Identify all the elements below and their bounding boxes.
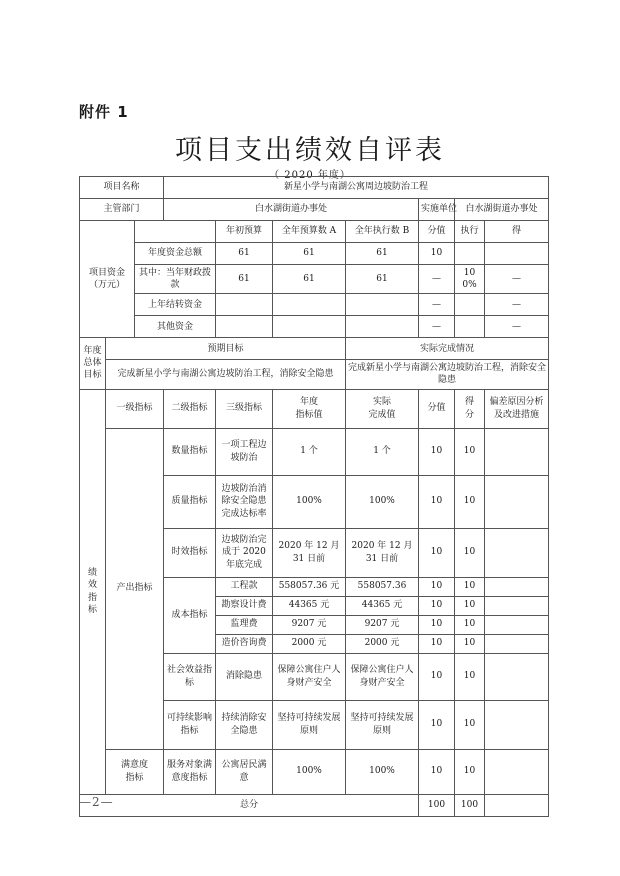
indicator-header-deviation: 偏差原因分析及改进措施: [485, 389, 549, 428]
total-deviation: [485, 794, 549, 816]
fiscal-year-subtitle: （ 2020 年度）: [269, 170, 351, 181]
funds-row-earned: —: [485, 294, 549, 316]
implementation-unit-label: 实施单位: [419, 199, 455, 221]
indicator-actual: 1 个: [346, 428, 419, 475]
indicator-cost-label: 成本指标: [164, 577, 216, 653]
funds-row-year-exec: 61: [346, 243, 419, 265]
funds-section-label-line2: （万元）: [88, 280, 125, 291]
indicator-actual: 100%: [346, 475, 419, 528]
funds-row-year-budget: 61: [273, 243, 346, 265]
indicator-deviation: [485, 653, 549, 700]
indicator-header-target-value: [273, 389, 346, 428]
indicator-deviation: [485, 700, 549, 749]
funds-row-earned: —: [485, 316, 549, 338]
funds-row-year-exec: 61: [346, 265, 419, 294]
total-score-value: 100: [419, 794, 455, 816]
table-row-funds-carryover: [80, 294, 549, 316]
indicator-score: 10: [419, 700, 455, 749]
funds-row-begin-budget: [216, 294, 273, 316]
page-number: —2—: [79, 795, 114, 809]
cost-score: 10: [419, 577, 455, 596]
funds-row-execution: 100%: [455, 265, 485, 294]
indicator-actual: 2020 年 12 月 31 日前: [346, 528, 419, 577]
cost-level3: 勘察设计费: [216, 596, 273, 615]
table-row-total-score: [80, 794, 549, 816]
indicator-level2: 数量指标: [164, 428, 216, 475]
indicator-target: 2020 年 12 月 31 日前: [273, 528, 346, 577]
indicator-header-actual-value: [346, 389, 419, 428]
cost-score: 10: [419, 615, 455, 634]
indicator-level2: 可持续影响指标: [164, 700, 216, 749]
funds-header-year-budget: 全年预算数 A: [273, 221, 346, 243]
indicator-earned: 10: [455, 528, 485, 577]
indicator-earned: 10: [455, 749, 485, 794]
table-row-funds-other: [80, 316, 549, 338]
funds-section-label: [80, 221, 135, 338]
cost-actual: 44365 元: [346, 596, 419, 615]
funds-header-blank: [135, 221, 216, 243]
indicator-deviation: [485, 749, 549, 794]
funds-row-label: 年度资金总额: [135, 243, 216, 265]
cost-target: 558057.36 元: [273, 577, 346, 596]
expected-goal-header: 预期目标: [106, 338, 346, 360]
funds-header-score: 分值: [419, 221, 455, 243]
cost-earned: 10: [455, 615, 485, 634]
funds-header-earned: 得: [485, 221, 549, 243]
indicator-score: 10: [419, 475, 455, 528]
indicator-deviation: [485, 428, 549, 475]
indicator-level3: 公寓居民满意: [216, 749, 273, 794]
table-row-indicator-header: [80, 389, 549, 428]
indicator-target: 100%: [273, 475, 346, 528]
department-label: 主管部门: [80, 199, 164, 221]
funds-section-label-line1: 项目资金: [88, 268, 125, 278]
cost-deviation: [485, 634, 549, 653]
funds-header-year-exec: 全年执行数 B: [346, 221, 419, 243]
table-row-overall-values: [80, 360, 549, 389]
overall-goal-side-label: 年度 总体 目标: [80, 338, 106, 389]
implementation-unit-value: 白水湖街道办事处: [455, 199, 549, 221]
funds-row-score: —: [419, 265, 455, 294]
funds-row-earned: [485, 243, 549, 265]
performance-self-evaluation-table: [79, 176, 549, 817]
funds-row-execution: [455, 294, 485, 316]
total-score-label: 总分: [80, 794, 419, 816]
cost-target: 2000 元: [273, 634, 346, 653]
indicator-level2: 社会效益指标: [164, 653, 216, 700]
indicator-header-level1: 一级指标: [106, 389, 164, 428]
actual-value-line2: 完成值: [368, 409, 396, 420]
table-row-department: [80, 199, 549, 221]
cost-level3: 工程款: [216, 577, 273, 596]
cost-deviation: [485, 577, 549, 596]
indicator-header-level2: 二级指标: [164, 389, 216, 428]
funds-row-year-exec: [346, 294, 419, 316]
cost-actual: 2000 元: [346, 634, 419, 653]
table-row-indicator-satisfaction: [80, 749, 549, 794]
indicator-level3: 边坡防治完成于 2020 年底完成: [216, 528, 273, 577]
indicator-level3: 一项工程边坡防治: [216, 428, 273, 475]
cost-level3: 监理费: [216, 615, 273, 634]
actual-result-value: 完成新星小学与南湖公寓边坡防治工程，消除安全隐患: [346, 360, 549, 389]
project-name-label: 项目名称: [80, 177, 164, 199]
funds-row-execution: [455, 316, 485, 338]
cost-earned: 10: [455, 596, 485, 615]
indicator-score: 10: [419, 749, 455, 794]
actual-result-header: 实际完成情况: [346, 338, 549, 360]
funds-row-begin-budget: 61: [216, 265, 273, 294]
funds-row-year-budget: 61: [273, 265, 346, 294]
funds-row-label: 其中：当年财政拨款: [135, 265, 216, 294]
actual-value-line1: 实际: [372, 397, 391, 408]
cost-earned: 10: [455, 634, 485, 653]
department-value: 白水湖街道办事处: [164, 199, 419, 221]
funds-row-earned: —: [485, 265, 549, 294]
performance-indicator-side-label: 绩 效 指 标: [80, 389, 106, 794]
cost-target: 9207 元: [273, 615, 346, 634]
table-row-indicator-quantity: [80, 428, 549, 475]
indicator-score: 10: [419, 528, 455, 577]
funds-row-score: —: [419, 316, 455, 338]
cost-score: 10: [419, 634, 455, 653]
indicator-target: 1 个: [273, 428, 346, 475]
table-row-overall-header: [80, 338, 549, 360]
funds-row-label: 其他资金: [135, 316, 216, 338]
cost-target: 44365 元: [273, 596, 346, 615]
funds-row-label: 上年结转资金: [135, 294, 216, 316]
indicator-score: 10: [419, 428, 455, 475]
indicator-level3: 持续消除安全隐患: [216, 700, 273, 749]
funds-row-score: 10: [419, 243, 455, 265]
cost-actual: 558057.36: [346, 577, 419, 596]
funds-row-execution: [455, 243, 485, 265]
funds-row-year-budget: [273, 294, 346, 316]
indicator-target: 100%: [273, 749, 346, 794]
page-title: 项目支出绩效自评表: [175, 135, 445, 166]
expected-goal-value: 完成新星小学与南湖公寓边坡防治工程，消除安全隐患: [106, 360, 346, 389]
indicator-level2: 服务对象满意度指标: [164, 749, 216, 794]
funds-row-year-exec: [346, 316, 419, 338]
indicator-score: 10: [419, 653, 455, 700]
cost-deviation: [485, 596, 549, 615]
indicator-level2: 质量指标: [164, 475, 216, 528]
cost-actual: 9207 元: [346, 615, 419, 634]
funds-row-year-budget: [273, 316, 346, 338]
indicator-header-earned-score: 得 分: [455, 389, 485, 428]
cost-level3: 造价咨询费: [216, 634, 273, 653]
indicator-header-level3: 三级指标: [216, 389, 273, 428]
indicator-actual: 保障公寓住户人身财产安全: [346, 653, 419, 700]
table-row-project-name: [80, 177, 549, 199]
funds-row-score: —: [419, 294, 455, 316]
indicator-actual: 坚持可持续发展原则: [346, 700, 419, 749]
target-value-line2: 指标值: [295, 409, 323, 420]
indicator-level3: 消除隐患: [216, 653, 273, 700]
cost-deviation: [485, 615, 549, 634]
indicator-header-score: 分值: [419, 389, 455, 428]
indicator-target: 坚持可持续发展原则: [273, 700, 346, 749]
indicator-level2: 时效指标: [164, 528, 216, 577]
project-name-value: 新星小学与南湖公寓周边坡防治工程: [164, 177, 549, 199]
indicator-earned: 10: [455, 700, 485, 749]
indicator-earned: 10: [455, 475, 485, 528]
indicator-group-output: 产出指标: [106, 428, 164, 749]
indicator-actual: 100%: [346, 749, 419, 794]
total-earned-value: 100: [455, 794, 485, 816]
funds-header-begin-budget: 年初预算: [216, 221, 273, 243]
cost-score: 10: [419, 596, 455, 615]
table-row-funds-appropriation: [80, 265, 549, 294]
funds-row-begin-budget: [216, 316, 273, 338]
target-value-line1: 年度: [299, 397, 318, 408]
attachment-label: 附件 1: [79, 103, 129, 121]
indicator-earned: 10: [455, 428, 485, 475]
indicator-earned: 10: [455, 653, 485, 700]
table-row-funds-header: [80, 221, 549, 243]
table-row-funds-total: [80, 243, 549, 265]
indicator-group-satisfaction: 满意度 指标: [106, 749, 164, 794]
indicator-target: 保障公寓住户人身财产安全: [273, 653, 346, 700]
cost-earned: 10: [455, 577, 485, 596]
funds-header-execution: 执行: [455, 221, 485, 243]
indicator-deviation: [485, 475, 549, 528]
indicator-level3: 边坡防治消除安全隐患完成达标率: [216, 475, 273, 528]
indicator-deviation: [485, 528, 549, 577]
funds-row-begin-budget: 61: [216, 243, 273, 265]
